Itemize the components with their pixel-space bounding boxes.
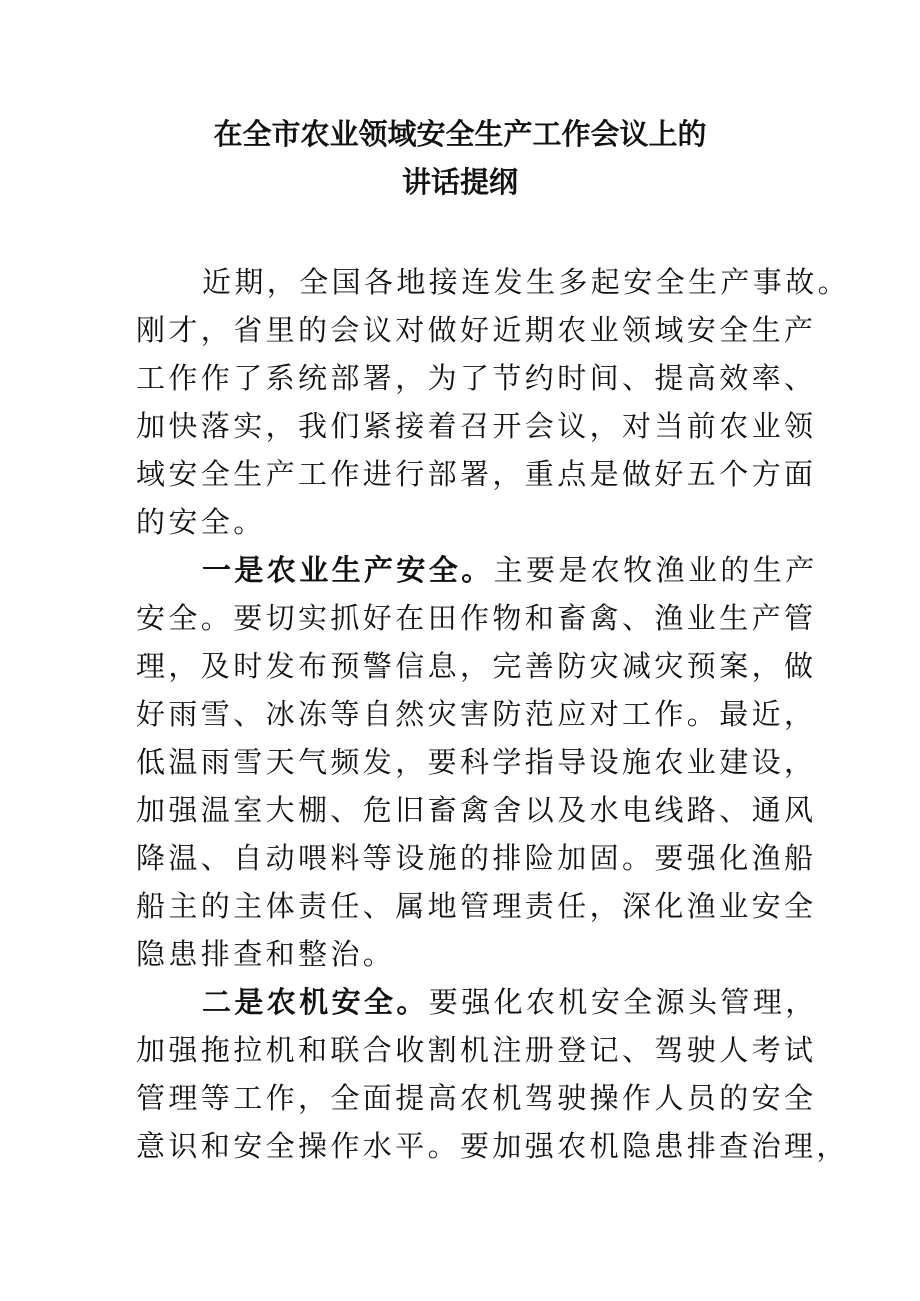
document-title-line-2: 讲话提纲 bbox=[401, 165, 518, 199]
paragraph-3-line: 管理等工作，全面提高农机驾驶操作人员的安全 bbox=[136, 1081, 817, 1115]
paragraph-2-line: 理，及时发布预警信息，完善防灾减灾预案，做 bbox=[136, 649, 817, 683]
paragraph-2-first-line bbox=[136, 546, 818, 594]
section-heading-agricultural-production: 一是农业生产安全。 bbox=[202, 553, 494, 587]
paragraph-3-first-line bbox=[136, 978, 818, 1026]
paragraph-3-line: 要强化农机安全源头管理， bbox=[428, 985, 818, 1019]
paragraph-2-line: 隐患排查和整治。 bbox=[136, 937, 396, 971]
paragraph-2-line: 主要是农牧渔业的生产 bbox=[493, 553, 818, 587]
document-title-line-1: 在全市农业领域安全生产工作会议上的 bbox=[213, 117, 707, 151]
paragraph-2-line: 低温雨雪天气频发，要科学指导设施农业建设， bbox=[136, 745, 817, 779]
section-heading-agricultural-machinery: 二是农机安全。 bbox=[202, 985, 429, 1019]
paragraph-1-line: 的安全。 bbox=[136, 505, 266, 539]
paragraph-1-line: 加快落实，我们紧接着召开会议，对当前农业领 bbox=[136, 409, 817, 443]
paragraph-1-line: 工作作了系统部署，为了节约时间、提高效率、 bbox=[136, 361, 817, 395]
paragraph-1-line: 近期，全国各地接连发生多起安全生产事故。 bbox=[202, 265, 851, 299]
paragraph-1-line: 域安全生产工作进行部署，重点是做好五个方面 bbox=[136, 457, 817, 491]
paragraph-2-line: 好雨雪、冰冻等自然灾害防范应对工作。最近， bbox=[136, 697, 817, 731]
paragraph-2-line: 加强温室大棚、危旧畜禽舍以及水电线路、通风 bbox=[136, 793, 817, 827]
paragraph-3-line: 意识和安全操作水平。要加强农机隐患排查治理， bbox=[136, 1129, 849, 1163]
paragraph-2-line: 降温、自动喂料等设施的排险加固。要强化渔船 bbox=[136, 841, 817, 875]
paragraph-2-line: 安全。要切实抓好在田作物和畜禽、渔业生产管 bbox=[136, 601, 817, 635]
paragraph-3-line: 加强拖拉机和联合收割机注册登记、驾驶人考试 bbox=[136, 1033, 817, 1067]
paragraph-1-line: 刚才，省里的会议对做好近期农业领域安全生产 bbox=[136, 313, 817, 347]
paragraph-2-line: 船主的主体责任、属地管理责任，深化渔业安全 bbox=[136, 889, 817, 923]
document-body bbox=[136, 258, 851, 1170]
